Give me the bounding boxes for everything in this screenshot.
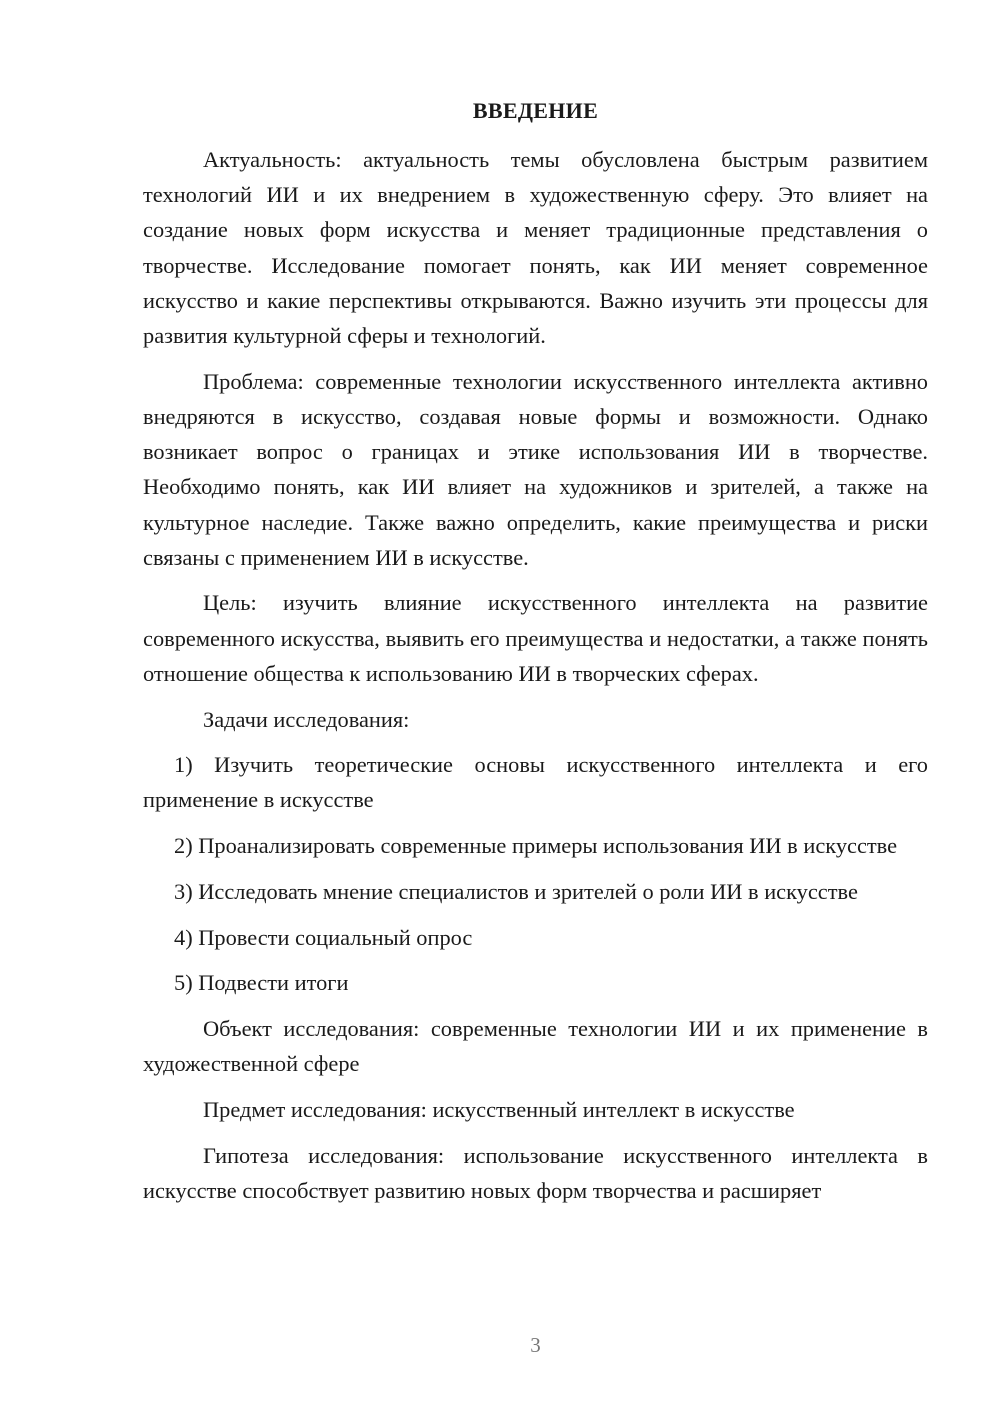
task-item: 5) Подвести итоги [174,970,349,996]
document-body [143,142,928,1218]
task-item: 1) Изучить теоретические основы искусственного интеллекта и его применение в искусстве [143,752,928,813]
page-number: 3 [530,1333,541,1357]
paragraph-tasks-heading: Задачи исследования: [203,706,410,732]
page-title: ВВЕДЕНИЕ [472,98,599,123]
paragraph-relevance: Актуальность: актуальность темы обусловлена быстрым развитием технологий ИИ и их внедрением в художественную сферу. Это влияет на создание новых форм искусства и меняет традиционные представления о творчестве. Исследование помогает понять, как ИИ меняет современное искусство и какие перспективы открываются. Важно изучить эти процессы для развития культурной сферы и технологий. [143,147,928,349]
paragraph-object: Объект исследования: современные технологии ИИ и их применение в художественной сфере [143,1015,928,1077]
paragraph-goal: Цель: изучить влияние искусственного интеллекта на развитие современного искусства, выявить его преимущества и недостатки, а также понять отношение общества к использованию ИИ в творческих сферах. [143,590,928,686]
task-item: 3) Исследовать мнение специалистов и зрителей о роли ИИ в искусстве [174,878,858,904]
task-item: 2) Проанализировать современные примеры использования ИИ в искусстве [174,833,898,859]
document-page [143,0,928,1414]
paragraph-subject: Предмет исследования: искусственный интеллект в искусстве [203,1096,795,1122]
paragraph-hypothesis: Гипотеза исследования: использование искусственного интеллекта в искусстве способствует развитию новых форм творчества и расширяет [143,1142,928,1203]
paragraph-problem: Проблема: современные технологии искусственного интеллекта активно внедряются в искусство, создавая новые формы и возможности. Однако возникает вопрос о границах и этике использования ИИ в творчестве. Необходимо понять, как ИИ влияет на художников и зрителей, а также на культурное наследие. Также важно определить, какие преимущества и риски связаны с применением ИИ в искусстве. [143,368,928,570]
task-item: 4) Провести социальный опрос [174,924,473,950]
